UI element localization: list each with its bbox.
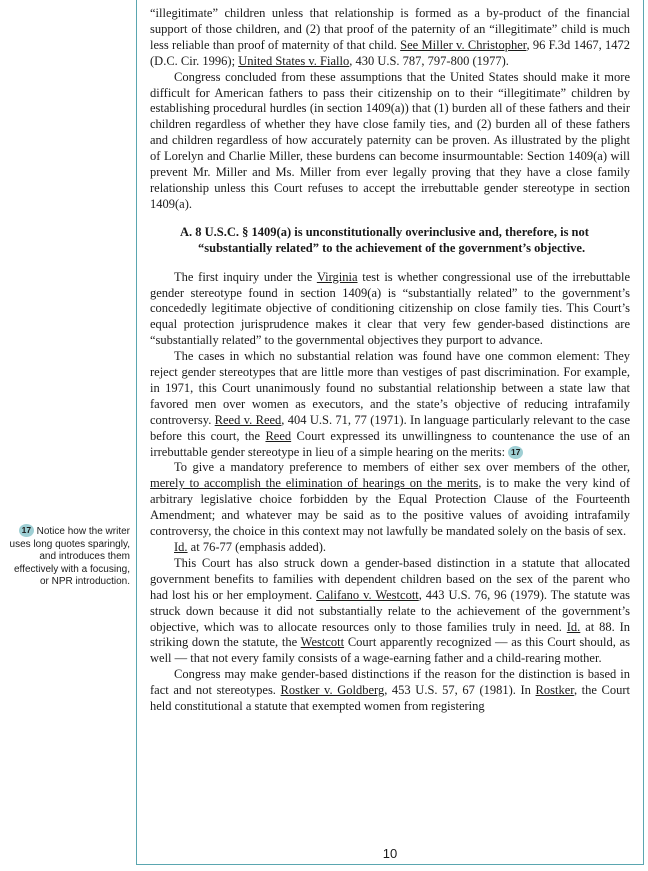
- case-citation: United States v. Fiallo: [238, 53, 350, 68]
- block-quote: [150, 460, 630, 540]
- case-citation: Rostker: [535, 683, 574, 698]
- text: The cases in which no substantial relation was found have one common element: They reject gender stereotypes that are little more than vestiges of past discrimination. For example, in 1971, this Court unanimously found no substantial relationship between a state law that favored men over women as executors, and the state’s objective of reducing intrafamily controversy.: [150, 349, 630, 427]
- case-citation: Westcott: [300, 635, 345, 650]
- paragraph: [150, 349, 630, 460]
- margin-note: [6, 524, 130, 589]
- case-citation: Reed: [265, 428, 292, 443]
- text: This Court has also struck down a gender-based distinction in a statute that allocated government benefits to families with dependent children based on the sex of the parent who had lost his or her employment.: [150, 555, 630, 602]
- text: “illegitimate” children unless that relationship is formed as a by-product of the financial support of those children, and (2) that proof of the paternity of an “illegitimate” child is much less reliable than proof of maternity of that child.: [150, 6, 630, 52]
- case-citation: Id.: [566, 619, 581, 634]
- text: Congress may make gender-based distinctions if the reason for the distinction is based in fact and not stereotypes.: [150, 667, 630, 698]
- paragraph: [150, 667, 630, 715]
- emphasis-underline: merely to accomplish the elimination of hearings on the merits: [150, 476, 479, 491]
- text: , 443 U.S. 76, 96 (1979). The statute was struck down because it did not substantially relate to the achievement of the government’s objective, which was to allocate resources only to those families truly in need.: [150, 587, 630, 634]
- text: , 404 U.S. 71, 77 (1971). In language particularly relevant to the case before this court, the: [150, 412, 630, 443]
- paragraph: [150, 270, 630, 350]
- text: Court expressed its unwillingness to countenance the use of an irrebuttable gender stereotype in lieu of a simple hearing on the merits:: [150, 428, 630, 459]
- paragraph: [150, 556, 630, 667]
- text: , the Court held constitutional a statute that exempted women from registering: [150, 683, 631, 714]
- case-citation: Id.: [174, 540, 188, 554]
- section-heading: A. 8 U.S.C. § 1409(a) is unconstitutionally overinclusive and, therefore, is not “substantially related” to the achievement of the government’s objective.: [180, 224, 589, 255]
- text: at 76-77 (emphasis added).: [187, 540, 327, 554]
- margin-note-text: Notice how the writer uses long quotes sparingly, and introduces them effectively with a focusing, or NPR introduction.: [9, 526, 130, 588]
- text: Court apparently recognized — as this Court should, as well — that not every family consists of a wage-earning father and a child-rearing mother.: [150, 635, 631, 666]
- case-citation: Rostker v. Goldberg: [280, 683, 385, 698]
- text: The first inquiry under the: [174, 269, 317, 284]
- page-number: 10: [382, 846, 398, 861]
- paragraph: Congress concluded from these assumptions that the United States should make it more difficult for American fathers to pass their citizenship on to their “illegitimate” children by establishing procedural hurdles (in section 1409(a)) that (1) burden all of these fathers and their children regardless of whether they have close family ties, and (2) burden all of these fathers and children regardless of how accurately paternity can be proven. As illustrated by the plight of Lorelyn and Charlie Miller, these burdens can become insurmountable: Section 1409(a) will prevent Mr. Miller and Ms. Miller from ever legally proving that they have a close family relationship unless this Court refuses to accept the irrebuttable gender stereotype in section 1409(a).: [150, 69, 630, 211]
- paragraph-continued: [150, 6, 630, 70]
- case-citation: Califano v. Westcott: [316, 587, 419, 602]
- text: test is whether congressional use of the irrebuttable gender stereotype found in section 1409(a) is “substantially related” to the government’s concededly legitimate objective of conditioning citizenship on close family ties. This Court’s equal protection jurisprudence makes it clear that very few gender-based distinctions are “substantially related” to the governmental objectives they purport to advance.: [150, 269, 630, 348]
- case-citation: Virginia: [316, 269, 358, 284]
- brief-body: [150, 6, 630, 715]
- text: , 453 U.S. 57, 67 (1981). In: [384, 683, 536, 698]
- text: at 88. In striking down the statute, the: [150, 619, 631, 650]
- text: To give a mandatory preference to members of either sex over members of the other,: [174, 460, 630, 475]
- annotation-badge: 17: [508, 446, 523, 459]
- text: , 96 F.3d 1467, 1472 (D.C. Cir. 1996);: [150, 37, 630, 68]
- case-citation: See Miller v. Christopher: [400, 37, 527, 52]
- text: , is to make the very kind of arbitrary legislative choice forbidden by the Equal Protection Clause of the Fourteenth Amendment; and whatever may be said as to the positive values of avoiding intrafamily controversy, the choice in this context may not lawfully be mandated solely on the basis of sex.: [150, 476, 630, 539]
- citation-line: [150, 540, 630, 556]
- text: , 430 U.S. 787, 797-800 (1977).: [349, 53, 509, 68]
- case-citation: Reed v. Reed: [214, 412, 282, 427]
- annotation-badge: 17: [19, 524, 34, 537]
